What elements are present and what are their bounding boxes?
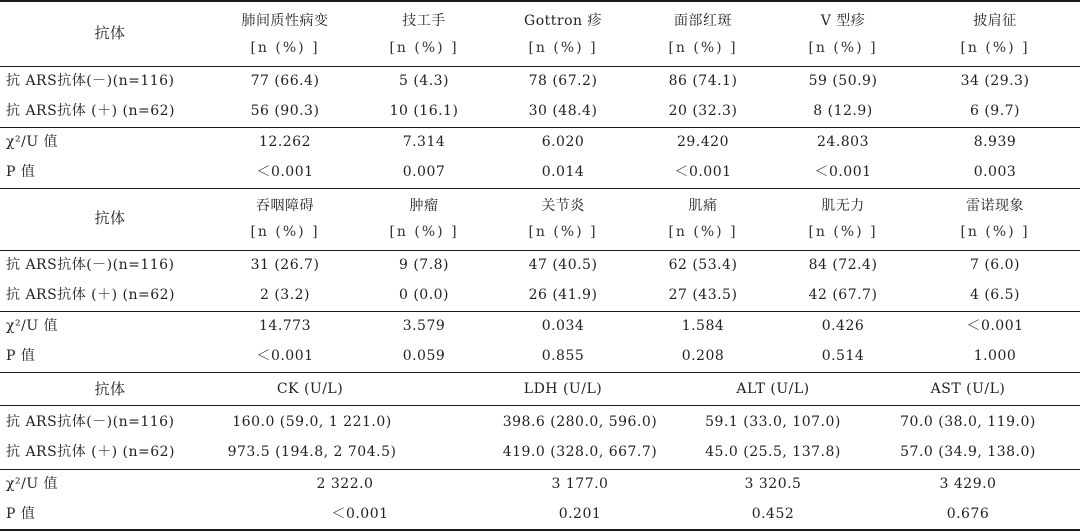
table-cell: 9 (7.8) bbox=[398, 257, 450, 273]
table-row bbox=[0, 407, 1080, 437]
table-cell: 0.676 bbox=[946, 506, 990, 522]
column-unit: [n (%) ] bbox=[808, 224, 878, 240]
table-cell: 10 (16.1) bbox=[389, 103, 459, 119]
table-cell: 77 (66.4) bbox=[250, 73, 320, 89]
table-row bbox=[0, 341, 1080, 371]
column-header: 肿瘤 bbox=[409, 198, 439, 214]
table-cell: 0.007 bbox=[402, 164, 446, 180]
column-header: Gottron 疹 bbox=[524, 13, 602, 29]
table-row bbox=[0, 280, 1080, 310]
header-rule-3 bbox=[0, 405, 1080, 406]
table-cell: 4 (6.5) bbox=[969, 287, 1021, 303]
row-label: P 值 bbox=[6, 164, 36, 180]
top-rule bbox=[0, 0, 1080, 2]
table-row bbox=[0, 157, 1080, 187]
table-cell: 3 177.0 bbox=[551, 476, 609, 492]
table-row bbox=[0, 437, 1080, 467]
row-label: P 值 bbox=[6, 348, 36, 364]
table-cell: 57.0 (34.9, 138.0) bbox=[900, 444, 1036, 460]
column-header: 肌痛 bbox=[688, 198, 718, 214]
table-cell: 0 (0.0) bbox=[398, 287, 450, 303]
row-label: 抗 ARS抗体 (＋) (n=62) bbox=[6, 444, 176, 460]
column-header: LDH (U/L) bbox=[523, 381, 603, 397]
section-rule-2 bbox=[0, 372, 1080, 373]
table-cell: 0.452 bbox=[751, 506, 795, 522]
header-label: 抗体 bbox=[94, 380, 126, 398]
row-label: 抗 ARS抗体(－)(n=116) bbox=[6, 414, 175, 430]
table-cell: 30 (48.4) bbox=[528, 103, 598, 119]
table-cell: 20 (32.3) bbox=[668, 103, 738, 119]
row-label: χ²/U 值 bbox=[6, 134, 59, 150]
row-label: P 值 bbox=[6, 506, 36, 522]
section-rule-1 bbox=[0, 188, 1080, 189]
column-header: 面部红斑 bbox=[674, 13, 732, 29]
table-row bbox=[0, 250, 1080, 280]
table-cell: 8.939 bbox=[973, 134, 1017, 150]
column-unit: [n (%) ] bbox=[668, 40, 738, 56]
table-cell: 0.034 bbox=[541, 318, 585, 334]
column-unit: [n (%) ] bbox=[960, 40, 1030, 56]
table-cell: 1.584 bbox=[681, 318, 725, 334]
table-cell: 27 (43.5) bbox=[668, 287, 738, 303]
table-cell: 24.803 bbox=[817, 134, 869, 150]
table-cell: 47 (40.5) bbox=[528, 257, 598, 273]
table-cell: 86 (74.1) bbox=[668, 73, 738, 89]
table-row bbox=[0, 96, 1080, 126]
table-cell: 0.208 bbox=[681, 348, 725, 364]
table-cell: 7 (6.0) bbox=[969, 257, 1021, 273]
table-row bbox=[0, 66, 1080, 96]
row-label: 抗 ARS抗体(－)(n=116) bbox=[6, 73, 175, 89]
table-cell: 973.5 (194.8, 2 704.5) bbox=[227, 444, 397, 460]
bottom-rule bbox=[0, 529, 1080, 531]
table-row bbox=[0, 469, 1080, 499]
table-cell: ＜0.001 bbox=[256, 348, 314, 364]
row-label: 抗 ARS抗体 (＋) (n=62) bbox=[6, 287, 176, 303]
header-row bbox=[0, 374, 1080, 404]
table-cell: 78 (67.2) bbox=[528, 73, 598, 89]
column-header: ALT (U/L) bbox=[736, 381, 810, 397]
table-cell: 7.314 bbox=[402, 134, 446, 150]
table-cell: 5 (4.3) bbox=[398, 73, 450, 89]
table-cell: 398.6 (280.0, 596.0) bbox=[502, 414, 658, 430]
table-row bbox=[0, 127, 1080, 157]
table-cell: 160.0 (59.0, 1 221.0) bbox=[232, 414, 392, 430]
table-cell: 0.514 bbox=[821, 348, 865, 364]
table-cell: 0.014 bbox=[541, 164, 585, 180]
table-cell: ＜0.001 bbox=[814, 164, 872, 180]
table-cell: 8 (12.9) bbox=[813, 103, 873, 119]
column-unit: [n (%) ] bbox=[250, 40, 320, 56]
row-label: χ²/U 值 bbox=[6, 476, 59, 492]
table-cell: 29.420 bbox=[677, 134, 729, 150]
column-header: 关节炎 bbox=[541, 198, 585, 214]
table-cell: 45.0 (25.5, 137.8) bbox=[705, 444, 841, 460]
table-row bbox=[0, 499, 1080, 529]
table-cell: 0.059 bbox=[402, 348, 446, 364]
table-cell: 70.0 (38.0, 119.0) bbox=[900, 414, 1036, 430]
column-header: 吞咽障碍 bbox=[256, 198, 314, 214]
table-cell: 0.855 bbox=[541, 348, 585, 364]
column-header: 雷诺现象 bbox=[966, 198, 1024, 214]
table-cell: 3.579 bbox=[402, 318, 446, 334]
table-cell: 14.773 bbox=[259, 318, 311, 334]
table-cell: 0.201 bbox=[558, 506, 602, 522]
column-header: 肌无力 bbox=[821, 198, 865, 214]
table-cell: 34 (29.3) bbox=[960, 73, 1030, 89]
header-label: 抗体 bbox=[94, 209, 126, 227]
table-cell: ＜0.001 bbox=[256, 164, 314, 180]
column-unit: [n (%) ] bbox=[528, 224, 598, 240]
table-row bbox=[0, 311, 1080, 341]
table-cell: 56 (90.3) bbox=[250, 103, 320, 119]
column-unit: [n (%) ] bbox=[668, 224, 738, 240]
row-label: χ²/U 值 bbox=[6, 318, 59, 334]
column-unit: [n (%) ] bbox=[960, 224, 1030, 240]
column-unit: [n (%) ] bbox=[528, 40, 598, 56]
table-cell: 31 (26.7) bbox=[250, 257, 320, 273]
table-cell: 84 (72.4) bbox=[808, 257, 878, 273]
table-cell: 62 (53.4) bbox=[668, 257, 738, 273]
table-cell: 26 (41.9) bbox=[528, 287, 598, 303]
table-cell: 12.262 bbox=[259, 134, 311, 150]
column-unit: [n (%) ] bbox=[389, 224, 459, 240]
table-cell: ＜0.001 bbox=[966, 318, 1024, 334]
table-cell: 0.003 bbox=[973, 164, 1017, 180]
header-label: 抗体 bbox=[94, 24, 126, 42]
column-header: 肺间质性病变 bbox=[241, 13, 329, 29]
row-label: 抗 ARS抗体(－)(n=116) bbox=[6, 257, 175, 273]
column-header: AST (U/L) bbox=[930, 381, 1006, 397]
table-cell: 1.000 bbox=[973, 348, 1017, 364]
table-cell: 59 (50.9) bbox=[808, 73, 878, 89]
column-header: 披肩征 bbox=[973, 13, 1017, 29]
table-cell: 3 429.0 bbox=[939, 476, 997, 492]
column-header: V 型疹 bbox=[820, 13, 866, 29]
column-unit: [n (%) ] bbox=[389, 40, 459, 56]
table-cell: 6.020 bbox=[541, 134, 585, 150]
table-cell: 0.426 bbox=[821, 318, 865, 334]
table-cell: 42 (67.7) bbox=[808, 287, 878, 303]
table-cell: 419.0 (328.0, 667.7) bbox=[502, 444, 658, 460]
table-cell: 3 320.5 bbox=[744, 476, 802, 492]
table-cell: 2 322.0 bbox=[316, 476, 374, 492]
column-header: CK (U/L) bbox=[276, 381, 344, 397]
table-cell: 6 (9.7) bbox=[969, 103, 1021, 119]
column-unit: [n (%) ] bbox=[808, 40, 878, 56]
table-cell: ＜0.001 bbox=[331, 506, 389, 522]
column-unit: [n (%) ] bbox=[250, 224, 320, 240]
column-header: 技工手 bbox=[402, 13, 446, 29]
row-label: 抗 ARS抗体 (＋) (n=62) bbox=[6, 103, 176, 119]
table-cell: 59.1 (33.0, 107.0) bbox=[705, 414, 841, 430]
table-cell: 2 (3.2) bbox=[259, 287, 311, 303]
table-cell: ＜0.001 bbox=[674, 164, 732, 180]
